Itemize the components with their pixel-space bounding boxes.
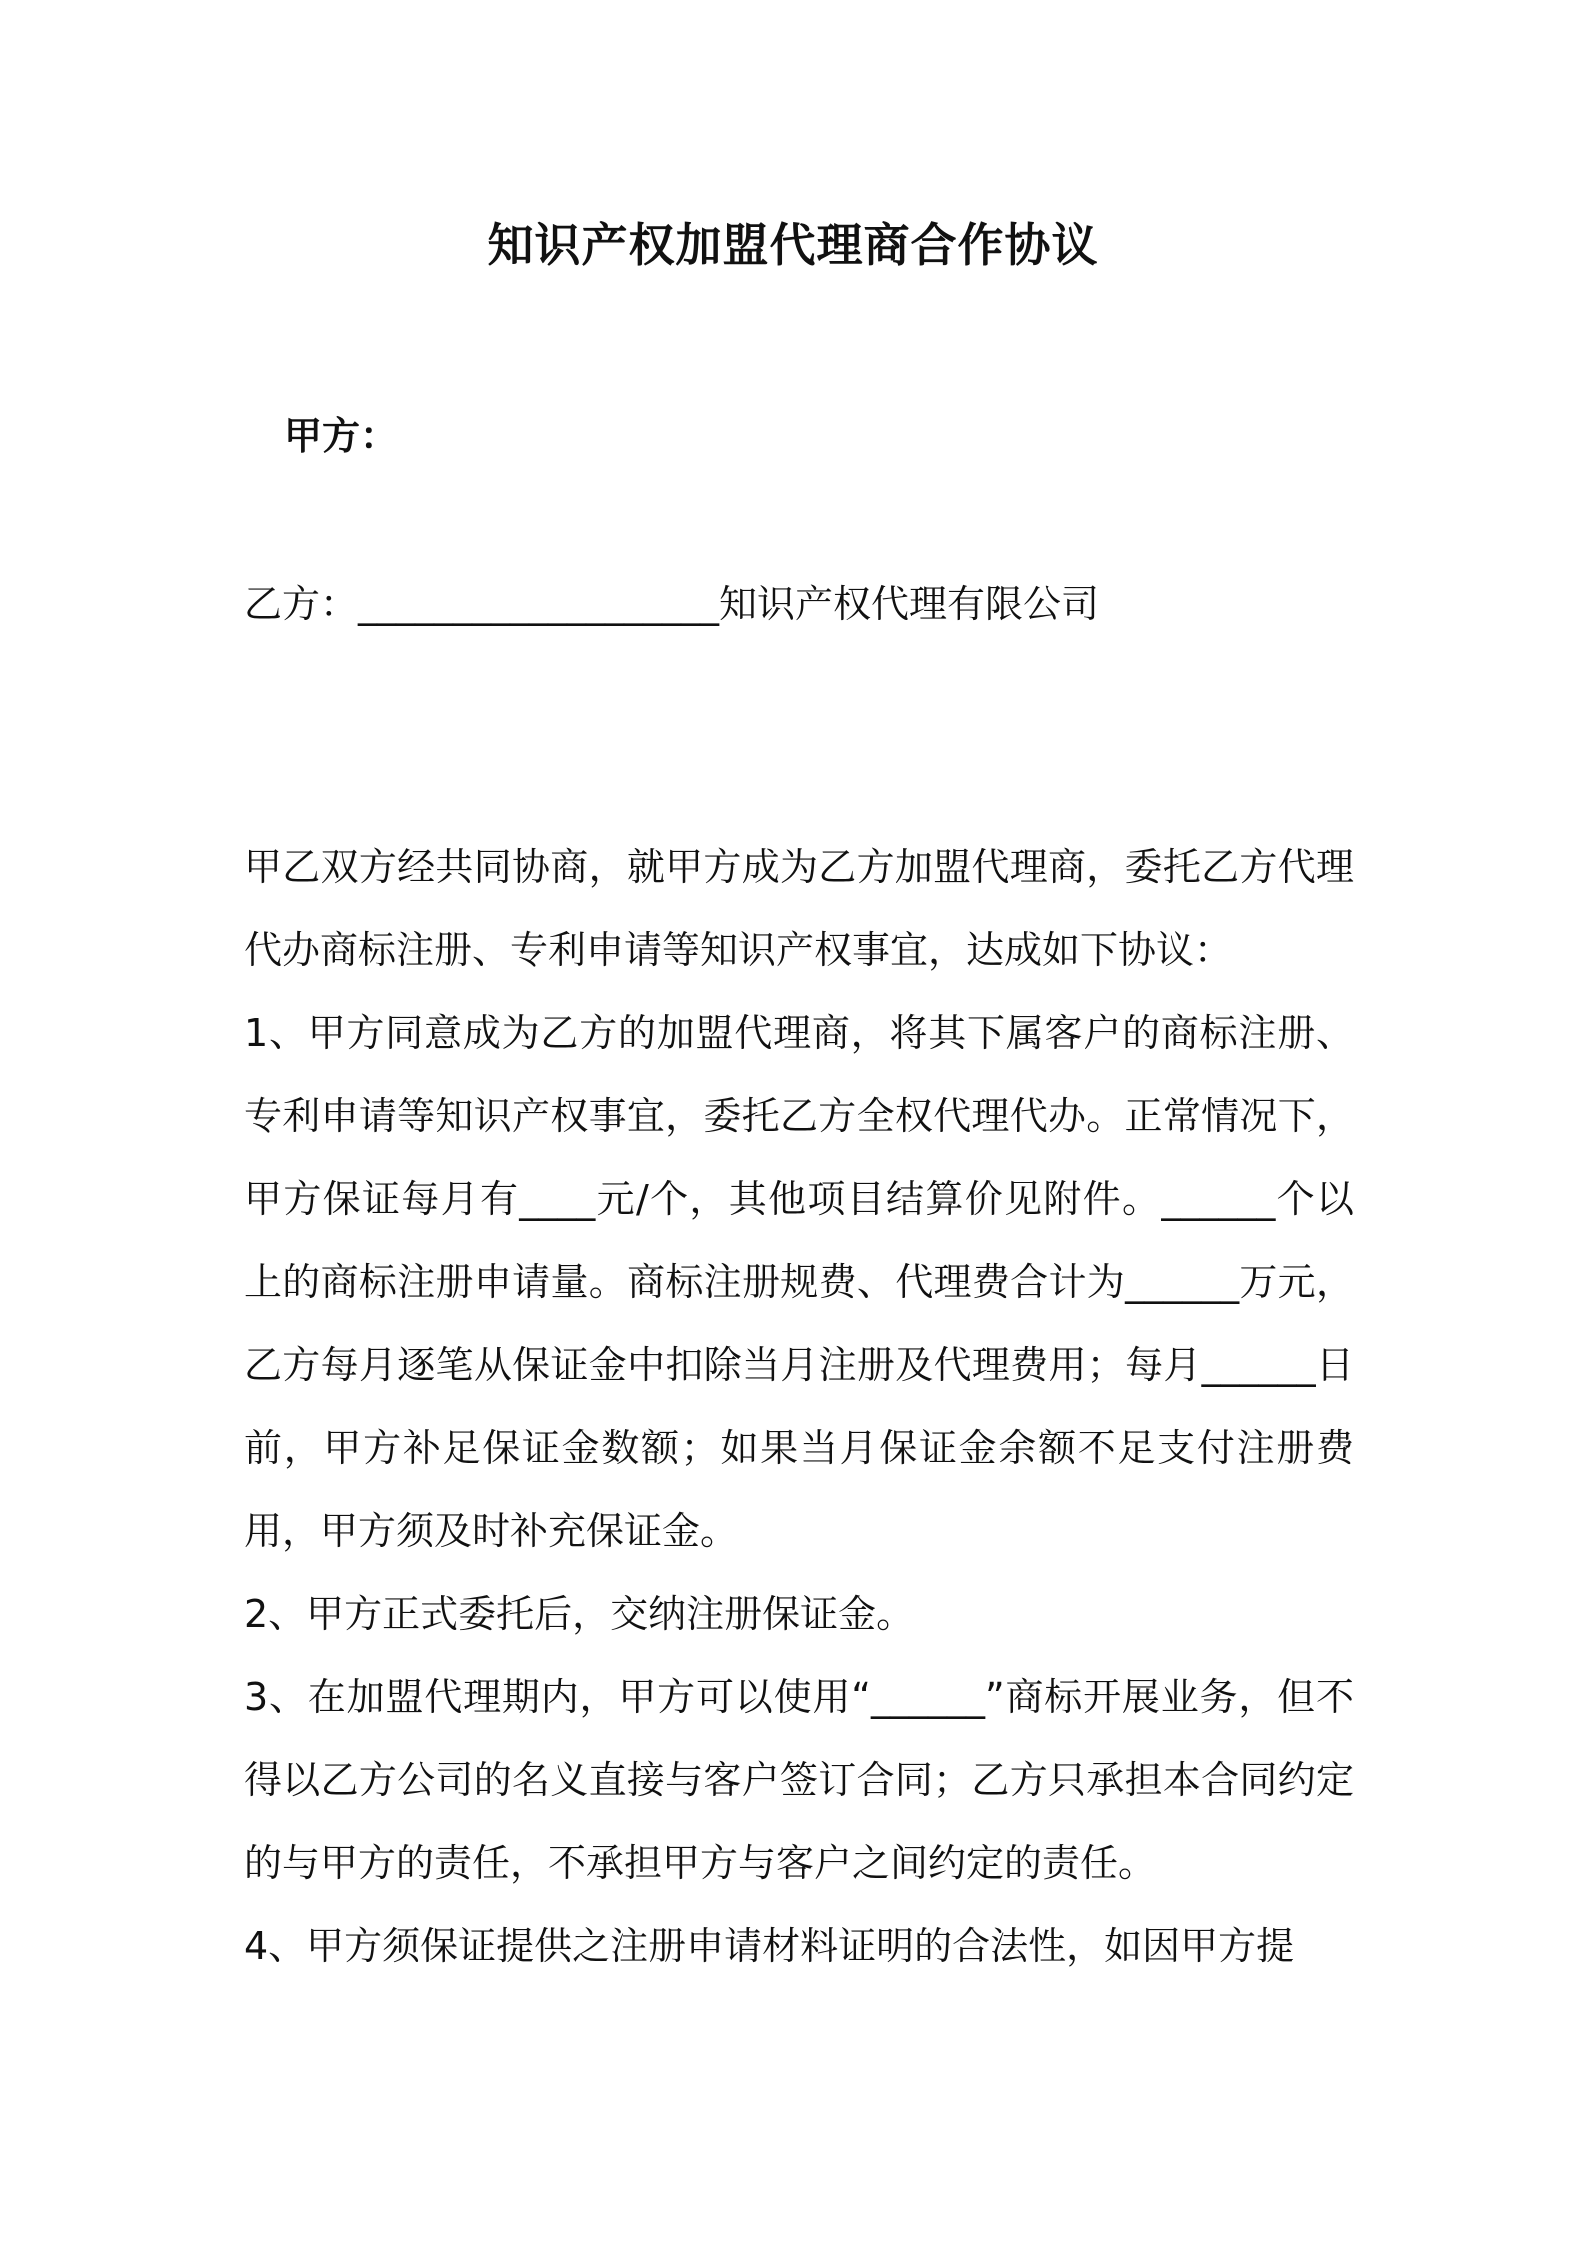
party-a-line: 甲方： [284,414,399,458]
clause-4: 4、甲方须保证提供之注册申请材料证明的合法性，如因甲方提 [244,1924,1295,1968]
intro-paragraph: 甲乙双方经共同协商，就甲方成为乙方加盟代理商，委托乙方代理代办商标注册、专利申请等知识产权事宜，达成如下协议： [244,845,1354,972]
agreement-body [244,826,1354,1988]
clause-3: 3、在加盟代理期内，甲方可以使用“______”商标开展业务，但不得以乙方公司的名义直接与客户签订合同；乙方只承担本合同约定的与甲方的责任，不承担甲方与客户之间约定的责任。 [244,1675,1354,1885]
clause-1: 1、甲方同意成为乙方的加盟代理商，将其下属客户的商标注册、专利申请等知识产权事宜，委托乙方全权代理代办。正常情况下，甲方保证每月有____元/个，其他项目结算价见附件。______个以上的商标注册申请量。商标注册规费、代理费合计为______万元，乙方每月逐笔从保证金中扣除当月注册及代理费用；每月______日前，甲方补足保证金数额；如果当月保证金余额不足支付注册费用，甲方须及时补充保证金。 [244,1011,1354,1553]
document-title: 知识产权加盟代理商合作协议 [487,218,1099,272]
party-b-line: 乙方：___________________知识产权代理有限公司 [244,582,1100,626]
clause-2: 2、甲方正式委托后，交纳注册保证金。 [244,1592,915,1636]
